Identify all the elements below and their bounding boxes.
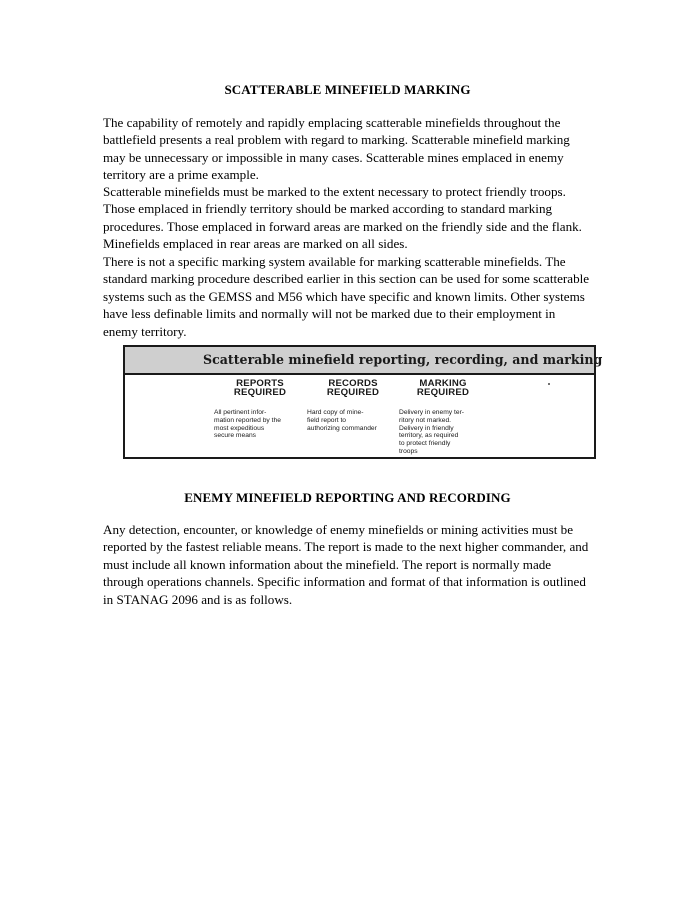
cell-line: to protect friendly bbox=[399, 440, 451, 448]
column-text-records bbox=[307, 409, 377, 432]
cell-line: Delivery in enemy ter- bbox=[399, 409, 465, 416]
column-header-line: REQUIRED bbox=[233, 387, 287, 398]
cell-line: mation reported by the bbox=[214, 416, 281, 424]
column-header-line: REQUIRED bbox=[326, 387, 380, 398]
cell-line: Delivery in friendly bbox=[399, 424, 454, 432]
paragraph-marking-system: There is not a specific marking system available for marking scatterable minefields. The standard marking procedure described earlier in this section can be used for some scatterable systems such as the GEMSS and M56 which have specific and known limits. Other systems have less definable limits and normally will not be marked due to their employment in enemy territory. bbox=[103, 254, 590, 339]
scan-speck bbox=[548, 383, 550, 385]
paragraph-enemy-reporting: Any detection, encounter, or knowledge of enemy minefields or mining activities must be reported by the fastest reliable means. The report is made to the next higher commander, and must include all known information about the minefield. The report is normally made through operations channels. Specific information and format of that information is outlined in STANAG 2096 and is as follows. bbox=[103, 522, 589, 607]
cell-line: territory, as required bbox=[399, 432, 459, 440]
column-header-line: REQUIRED bbox=[416, 387, 470, 398]
column-header-line: REPORTS bbox=[236, 378, 284, 389]
column-text-marking bbox=[399, 409, 464, 456]
column-header-records bbox=[315, 379, 391, 397]
cell-line: ritory not marked. bbox=[399, 416, 452, 424]
cell-line: troops bbox=[399, 447, 418, 455]
paragraph-marking-intro: The capability of remotely and rapidly emplacing scatterable minefields throughout the battlefield presents a real problem with regard to marking. Scatterable minefield marking may be unnecessary or impossible in many cases. Scatterable mines emplaced in enemy territory are a prime example. bbox=[103, 115, 570, 183]
column-header-marking bbox=[405, 379, 481, 397]
cell-line: All pertinent infor- bbox=[214, 409, 267, 416]
paragraph-marking-extent: Scatterable minefields must be marked to the extent necessary to protect friendly troops. Those emplaced in friendly territory should be marked according to standard marking procedures. Those emplaced in forward areas are marked on the friendly side and the flank. Minefields emplaced in rear areas are marked on all sides. bbox=[103, 184, 582, 252]
column-header-line: MARKING bbox=[419, 378, 467, 389]
cell-line: field report to bbox=[307, 416, 347, 424]
cell-line: most expeditious bbox=[214, 424, 265, 432]
column-text-reports bbox=[214, 409, 281, 440]
section-title-scatterable-marking: SCATTERABLE MINEFIELD MARKING bbox=[224, 82, 471, 97]
column-header-reports bbox=[223, 379, 297, 397]
cell-line: secure means bbox=[214, 432, 257, 440]
cell-line: Hard copy of mine- bbox=[307, 409, 364, 416]
column-header-line: RECORDS bbox=[328, 378, 378, 389]
cell-line: authorizing commander bbox=[307, 424, 377, 432]
scatterable-minefield-table-figure bbox=[123, 345, 603, 459]
figure-title: Scatterable minefield reporting, recording, and marking bbox=[125, 347, 594, 375]
section-title-enemy-reporting: ENEMY MINEFIELD REPORTING AND RECORDING bbox=[184, 490, 511, 505]
